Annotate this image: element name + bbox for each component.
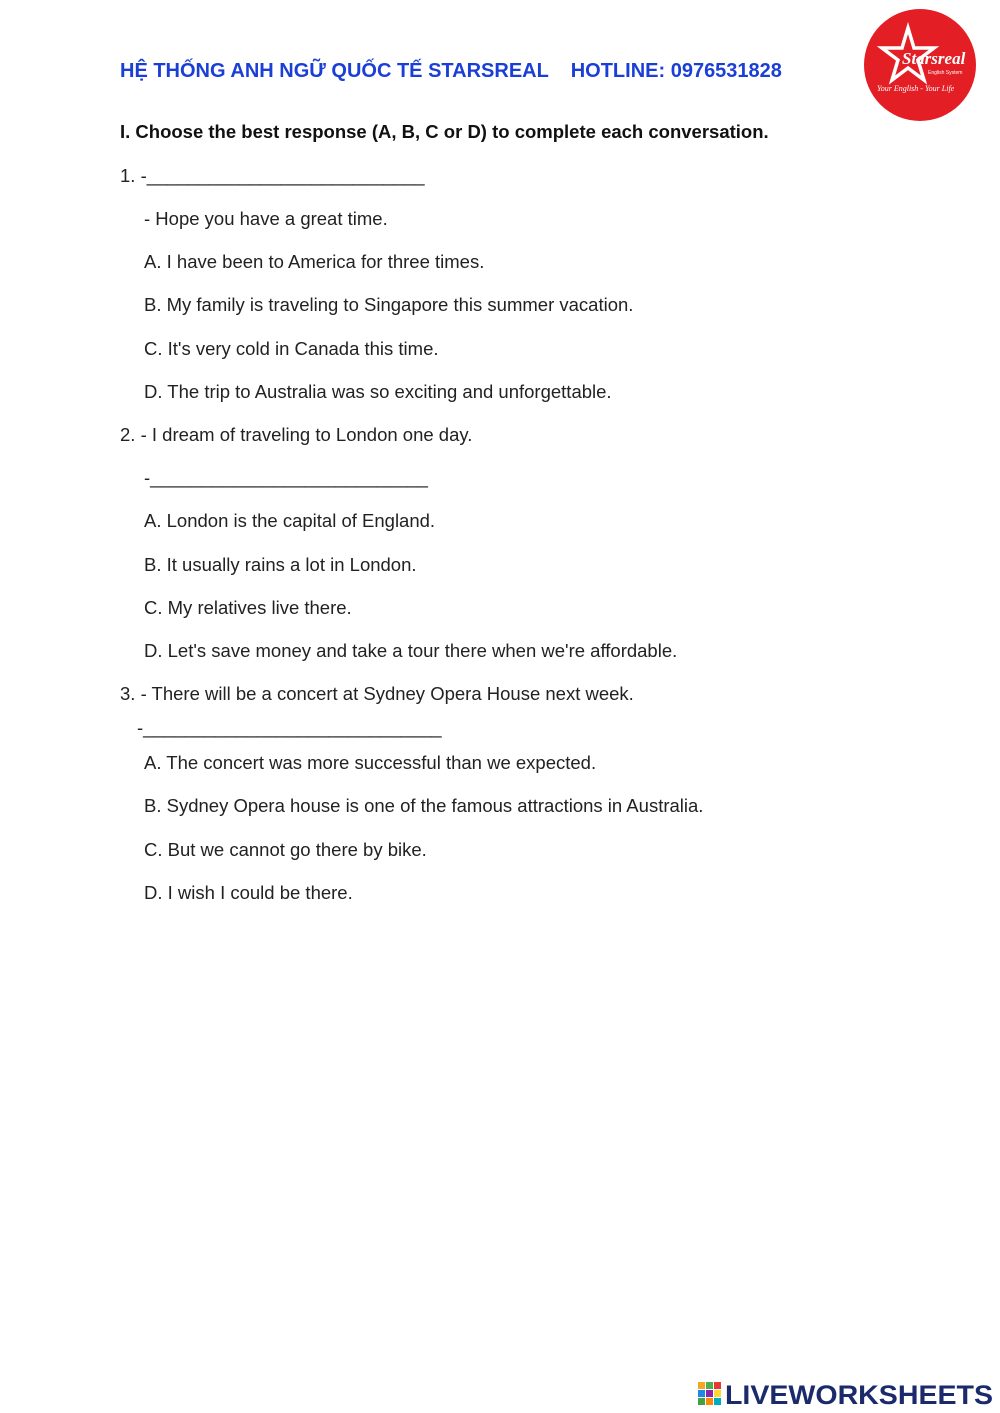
question-2-prompt: 2. - I dream of traveling to London one day. — [120, 424, 473, 445]
question-2-option-d: D. Let's save money and take a tour there when we're affordable. — [144, 640, 678, 661]
question-3-option-d: D. I wish I could be there. — [144, 882, 353, 903]
question-1-option-c: C. It's very cold in Canada this time. — [144, 338, 439, 359]
question-1-option-d: D. The trip to Australia was so exciting and unforgettable. — [144, 381, 612, 402]
question-1-response: - Hope you have a great time. — [144, 208, 388, 229]
question-2-option-b: B. It usually rains a lot in London. — [144, 554, 417, 575]
logo-brand: Starsreal — [902, 49, 966, 68]
question-3-response: -_____________________________ — [137, 717, 442, 738]
section-title: I. Choose the best response (A, B, C or D) to complete each conversation. — [120, 121, 769, 142]
starsreal-logo — [862, 8, 978, 122]
logo-tagline: Your English - Your Life — [877, 84, 955, 93]
school-name: HỆ THỐNG ANH NGỮ QUỐC TẾ STARSREAL — [120, 60, 549, 82]
question-2-option-a: A. London is the capital of England. — [144, 510, 436, 531]
blocks-icon — [698, 1382, 721, 1405]
question-3-prompt: 3. - There will be a concert at Sydney Opera House next week. — [120, 683, 634, 704]
question-2-option-c: C. My relatives live there. — [144, 597, 352, 618]
question-3-option-a: A. The concert was more successful than we expected. — [144, 752, 597, 773]
hotline: HOTLINE: 0976531828 — [570, 60, 782, 82]
question-1-prompt: 1. -___________________________ — [120, 165, 425, 186]
liveworksheets-logo — [697, 1378, 997, 1410]
question-1-option-a: A. I have been to America for three times. — [144, 251, 485, 272]
question-1-option-b: B. My family is traveling to Singapore this summer vacation. — [144, 294, 634, 315]
logo-subtitle: English System — [928, 70, 963, 76]
question-3-option-b: B. Sydney Opera house is one of the famous attractions in Australia. — [144, 795, 704, 816]
footer-brand: LIVEWORKSHEETS — [725, 1380, 993, 1410]
question-3-option-c: C. But we cannot go there by bike. — [144, 839, 427, 860]
page-header — [120, 60, 782, 83]
question-2-response: -___________________________ — [144, 467, 428, 488]
